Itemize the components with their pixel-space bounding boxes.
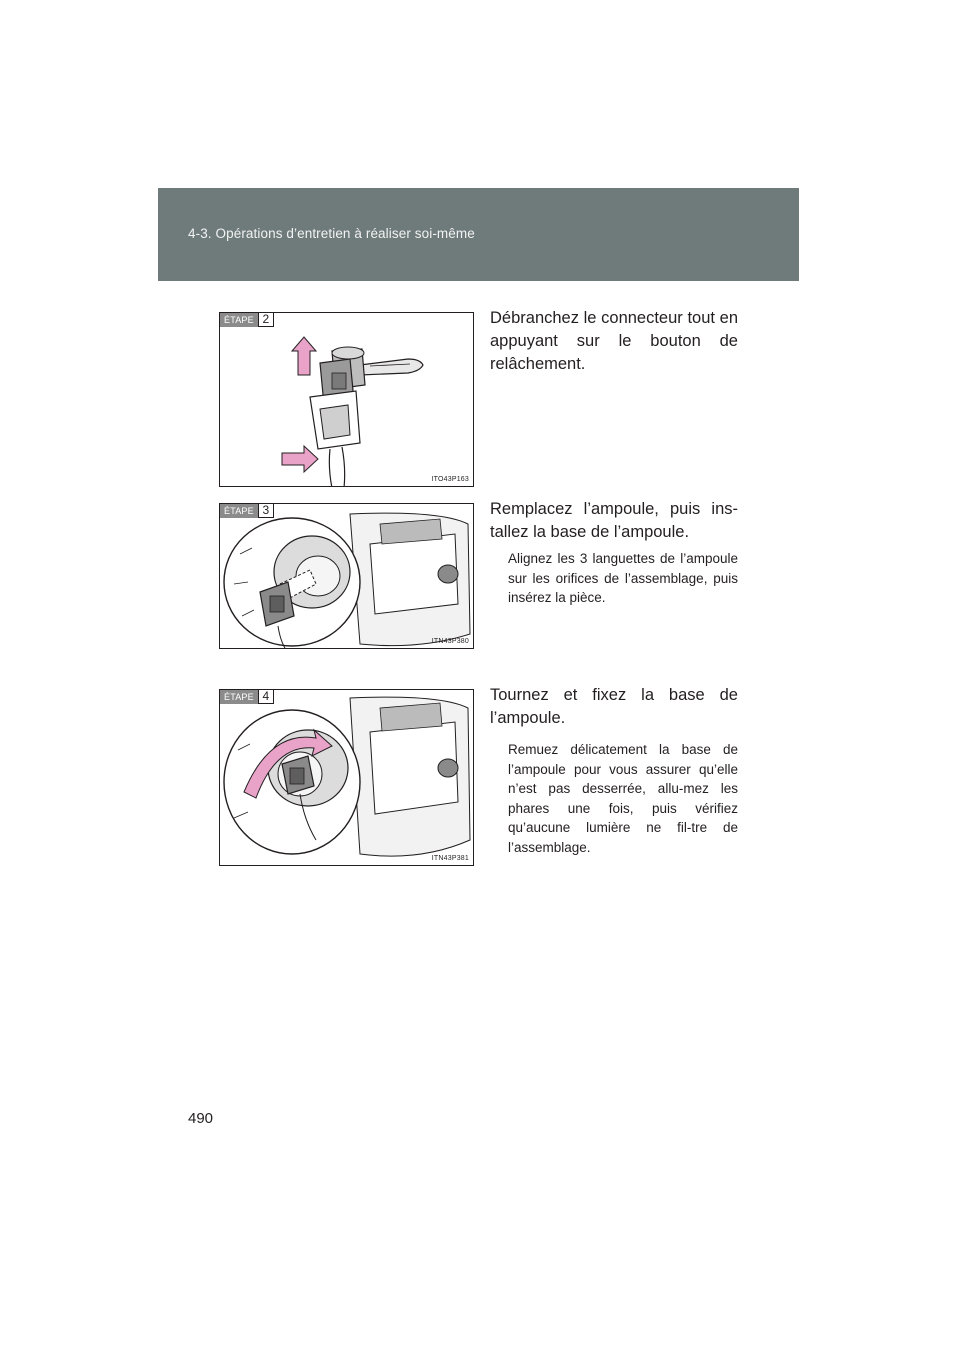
headlamp-install-drawing — [220, 504, 474, 649]
step-label — [220, 504, 274, 518]
section-title: 4-3. Opérations d’entretien à réaliser soi-même — [188, 226, 475, 241]
step-word: ÉTAPE — [220, 313, 258, 327]
step-3-illustration — [219, 503, 474, 649]
step-word: ÉTAPE — [220, 504, 258, 518]
step-number: 3 — [258, 504, 274, 518]
step-3-note: Alignez les 3 languettes de l’ampoule sur les orifices de l’assemblage, puis insérez la pièce. — [508, 551, 738, 605]
bulb-connector-drawing — [220, 313, 474, 487]
step-4-instruction: Tournez et fixez la base de l’ampoule. — [490, 686, 738, 727]
step-number: 2 — [258, 313, 274, 327]
step-3-instruction: Remplacez l’ampoule, puis ins-tallez la base de l’ampoule. — [490, 500, 738, 541]
step-4-illustration — [219, 689, 474, 866]
page-number: 490 — [188, 1110, 214, 1127]
figure-code: ITN43P381 — [431, 855, 469, 862]
step-label — [220, 313, 274, 327]
step-number: 4 — [258, 690, 274, 704]
step-label — [220, 690, 274, 704]
section-header — [158, 188, 799, 281]
figure-code: ITN43P380 — [431, 638, 469, 645]
figure-code: ITO43P163 — [431, 476, 469, 483]
headlamp-fasten-drawing — [220, 690, 474, 866]
step-2-illustration — [219, 312, 474, 487]
step-4-note: Remuez délicatement la base de l’ampoule pour vous assurer qu’elle n’est pas desserrée, allu-mez les phares une fois, puis vérifiez qu’aucune lumière ne fil-tre de l’assemblage. — [508, 742, 738, 855]
step-2-instruction: Débranchez le connecteur tout en appuyant sur le bouton de relâchement. — [490, 309, 738, 373]
step-word: ÉTAPE — [220, 690, 258, 704]
